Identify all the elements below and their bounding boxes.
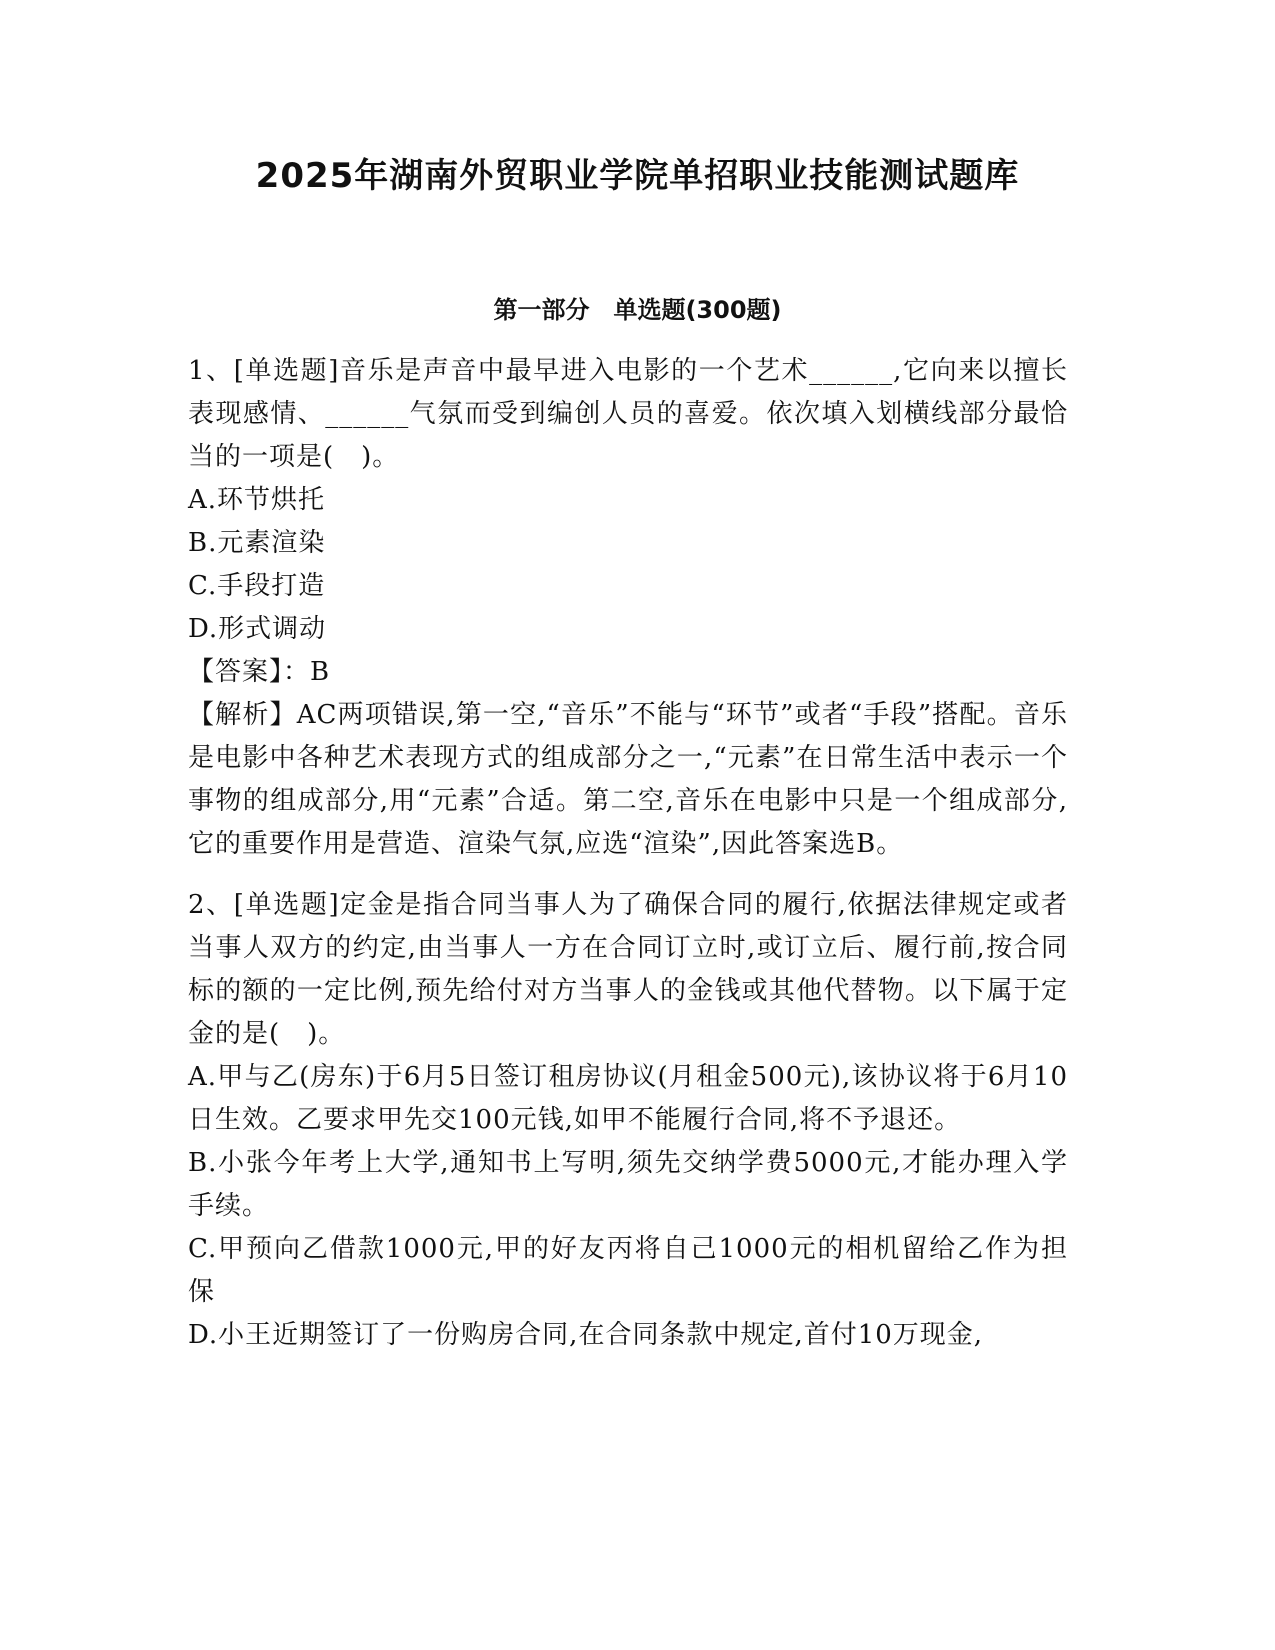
answer-line: 【答案】：B	[188, 657, 331, 687]
option-c: C.手段打造	[188, 571, 326, 601]
option-b: B.元素渲染	[188, 528, 326, 558]
option-a: A.环节烘托	[188, 485, 326, 515]
question-divider	[188, 866, 1068, 884]
section-heading: 第一部分 单选题(300题)	[493, 296, 782, 324]
option-c: C.甲预向乙借款1000元,甲的好友丙将自己1000元的相机留给乙作为担保	[188, 1234, 1068, 1307]
document-title: 2025年湖南外贸职业学院单招职业技能测试题库	[255, 156, 1020, 196]
analysis-paragraph: 【解析】AC两项错误,第一空,“音乐”不能与“环节”或者“手段”搭配。音乐是电影中各种艺术表现方式的组成部分之一,“元素”在日常生活中表示一个事物的组成部分,用“元素”合适。第二空,音乐在电影中只是一个组成部分,它的重要作用是营造、渲染气氛,应选“渲染”,因此答案选B。	[188, 700, 1068, 859]
question-stem: 1、[单选题]音乐是声音中最早进入电影的一个艺术______,它向来以擅长表现感情、______气氛而受到编创人员的喜爱。依次填入划横线部分最恰当的一项是( )。	[188, 356, 1068, 472]
question-stem: 2、[单选题]定金是指合同当事人为了确保合同的履行,依据法律规定或者当事人双方的约定,由当事人一方在合同订立时,或订立后、履行前,按合同标的额的一定比例,预先给付对方当事人的金钱或其他代替物。以下属于定金的是( )。	[188, 890, 1068, 1049]
option-d: D.形式调动	[188, 614, 327, 644]
option-d: D.小王近期签订了一份购房合同,在合同条款中规定,首付10万现金,	[188, 1320, 984, 1350]
question-list	[188, 350, 1068, 1357]
question-1	[188, 350, 1068, 866]
option-a: A.甲与乙(房东)于6月5日签订租房协议(月租金500元),该协议将于6月10日生效。乙要求甲先交100元钱,如甲不能履行合同,将不予退还。	[188, 1062, 1068, 1135]
question-2	[188, 884, 1068, 1357]
option-b: B.小张今年考上大学,通知书上写明,须先交纳学费5000元,才能办理入学手续。	[188, 1148, 1068, 1221]
